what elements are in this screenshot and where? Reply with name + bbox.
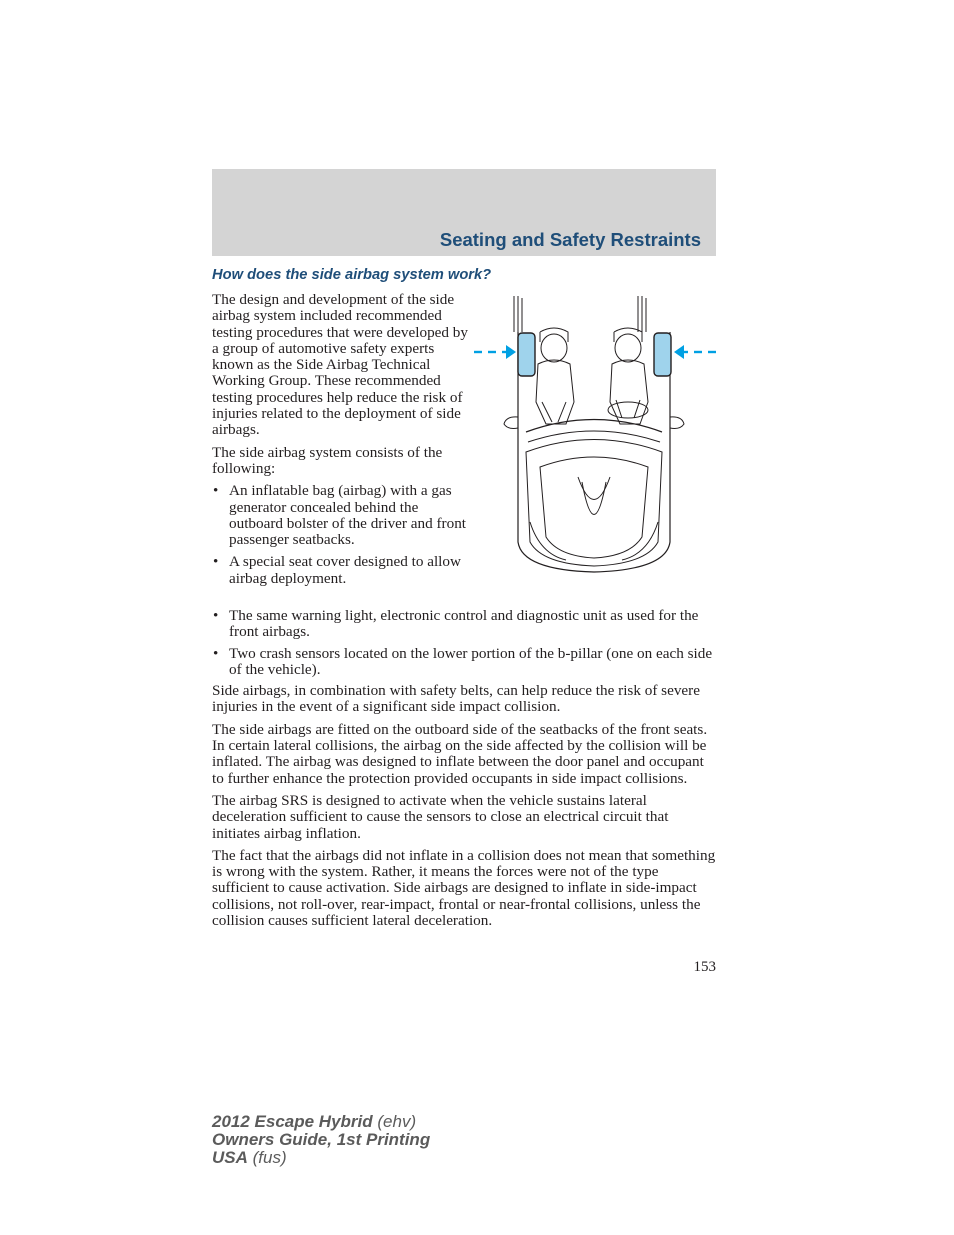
list-item: • A special seat cover designed to allow airbag deployment. [212, 554, 468, 587]
component-list-wide [212, 608, 718, 678]
header-band [212, 169, 716, 256]
footer [212, 1113, 430, 1167]
page-number: 153 [693, 959, 716, 975]
body-paragraph: The fact that the airbags did not inflate in a collision does not mean that something is wrong with the system. Rather, it means the forces were not of the type sufficient to cause activation. Side airbags are designed to inflate in side-impact collisions, not roll-over, rear-impact, frontal or near-frontal collisions, unless the collision causes sufficient lateral deceleration. [212, 846, 716, 930]
body-paragraph: The side airbags are fitted on the outboard side of the seatbacks of the front seats. In certain lateral collisions, the airbag on the side affected by the collision will be inflated. The airbag was designed to inflate between the door panel and occupant to further enhance the protection provided occupants in side impact collisions. [212, 720, 708, 787]
body-paragraph: The airbag SRS is designed to activate when the vehicle sustains lateral deceleration sufficient to cause the sensors to close an electrical circuit that initiates airbag inflation. [212, 791, 669, 842]
section-heading: How does the side airbag system work? [212, 267, 492, 283]
list-item: • An inflatable bag (airbag) with a gas generator concealed behind the outboard bolster of the driver and front passenger seatbacks. [212, 483, 468, 548]
list-item: • Two crash sensors located on the lower portion of the b-pillar (one on each side of the vehicle). [212, 646, 718, 679]
consists-intro: The side airbag system consists of the following: [212, 443, 443, 477]
footer-line-3: USA (fus) [212, 1148, 287, 1167]
page-title: Seating and Safety Restraints [439, 229, 701, 250]
component-list-narrow [212, 483, 468, 587]
list-item: • The same warning light, electronic control and diagnostic unit as used for the front airbags. [212, 608, 718, 641]
narrow-column [212, 292, 468, 593]
footer-line-2: Owners Guide, 1st Printing [212, 1130, 431, 1149]
footer-line-1: 2012 Escape Hybrid (ehv) [212, 1112, 417, 1131]
body-paragraph: Side airbags, in combination with safety belts, can help reduce the risk of severe injuries in the event of a significant side impact collision. [212, 682, 700, 716]
intro-paragraph: The design and development of the side airbag system included recommended testing procedures that were developed by a group of automotive safety experts known as the Side Airbag Technical Working Group. These recommended testing procedures help reduce the risk of injuries related to the deployment of side airbags. [212, 291, 468, 439]
car-top-view-side-airbag-illustration [470, 292, 718, 582]
wide-column [212, 608, 718, 935]
